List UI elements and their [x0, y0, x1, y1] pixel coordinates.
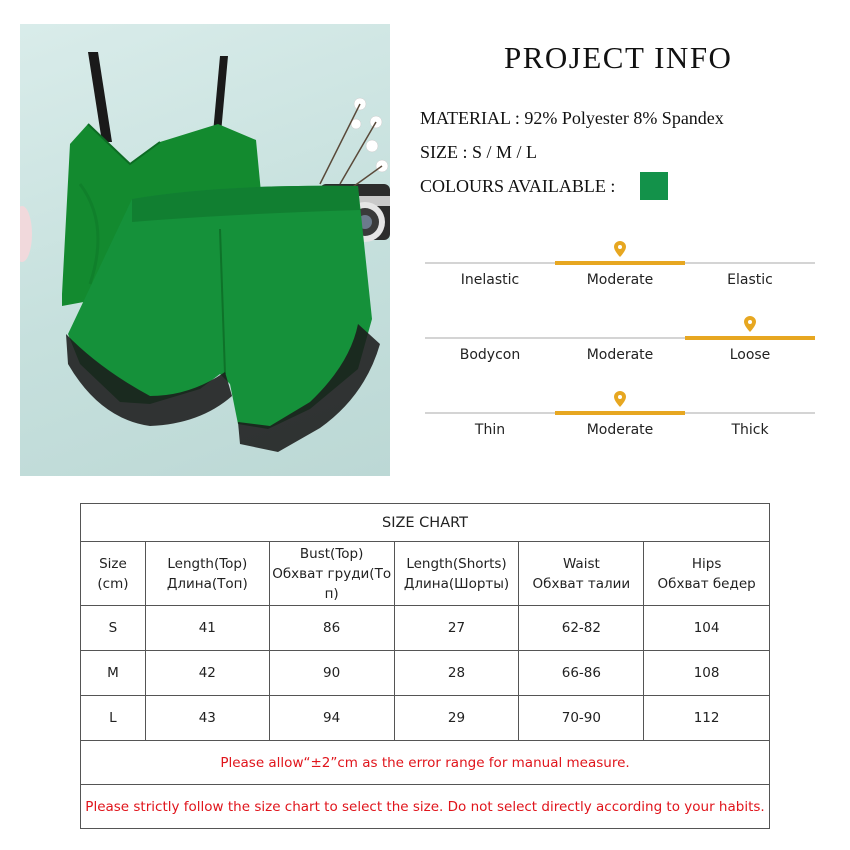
- table-row: [81, 651, 770, 696]
- material-label: MATERIAL :: [420, 108, 525, 128]
- header-hips: Hips Обхват бедер: [644, 542, 770, 606]
- elasticity-scale-label: Inelastic: [460, 272, 520, 288]
- table-row: [81, 696, 770, 741]
- fit-scale-label: Bodycon: [459, 347, 521, 363]
- elasticity-scale-label: Moderate: [586, 272, 654, 288]
- thickness-scale: [425, 395, 815, 445]
- size-chart-table: [80, 503, 770, 829]
- elasticity-scale-highlight: [555, 261, 685, 265]
- cell-hips: 108: [644, 651, 770, 696]
- cell-size: M: [81, 651, 146, 696]
- elasticity-scale-label: Elastic: [727, 272, 773, 288]
- cell-length-top: 41: [145, 606, 269, 651]
- location-pin-icon: [614, 391, 626, 407]
- fit-scale-label: Moderate: [586, 347, 654, 363]
- material-value: 92% Polyester 8% Spandex: [524, 108, 724, 128]
- colours-line: [420, 176, 615, 197]
- fit-scale-label: Loose: [729, 347, 771, 363]
- size-chart-header-row: [81, 542, 770, 606]
- note-row: [81, 785, 770, 829]
- size-value: S / M / L: [472, 142, 538, 162]
- size-advice-note: Please strictly follow the size chart to select the size. Do not select directly according to your habits.: [81, 785, 770, 829]
- cell-size: L: [81, 696, 146, 741]
- header-length-top: Length(Top) Длина(Топ): [145, 542, 269, 606]
- header-length-shorts: Length(Shorts) Длина(Шорты): [394, 542, 519, 606]
- colour-swatch-green[interactable]: [640, 172, 668, 200]
- fit-scale-highlight: [685, 336, 815, 340]
- size-line: [420, 142, 537, 163]
- thickness-scale-highlight: [555, 411, 685, 415]
- table-row: [81, 606, 770, 651]
- fit-scale: [425, 320, 815, 370]
- cell-bust-top: 90: [269, 651, 394, 696]
- cell-bust-top: 86: [269, 606, 394, 651]
- cell-length-shorts: 28: [394, 651, 519, 696]
- size-label: SIZE :: [420, 142, 472, 162]
- cell-hips: 112: [644, 696, 770, 741]
- header-bust-top: Bust(Top) Обхват груди(То п): [269, 542, 394, 606]
- project-info-title: PROJECT INFO: [504, 40, 733, 75]
- thickness-scale-label: Moderate: [586, 422, 654, 438]
- size-chart-title: SIZE CHART: [81, 504, 770, 542]
- cell-waist: 66-86: [519, 651, 644, 696]
- elasticity-scale: [425, 245, 815, 295]
- cell-length-top: 42: [145, 651, 269, 696]
- cell-waist: 70-90: [519, 696, 644, 741]
- material-line: [420, 108, 724, 129]
- colours-label: COLOURS AVAILABLE :: [420, 176, 616, 196]
- header-waist: Waist Обхват талии: [519, 542, 644, 606]
- cell-size: S: [81, 606, 146, 651]
- cell-length-shorts: 27: [394, 606, 519, 651]
- location-pin-icon: [744, 316, 756, 332]
- green-satin-pajama-set-image: [20, 24, 390, 476]
- cell-hips: 104: [644, 606, 770, 651]
- thickness-scale-label: Thin: [474, 422, 506, 438]
- header-size: Size (cm): [81, 542, 146, 606]
- product-photo: [20, 24, 390, 476]
- thickness-scale-label: Thick: [731, 422, 769, 438]
- cell-length-top: 43: [145, 696, 269, 741]
- cell-waist: 62-82: [519, 606, 644, 651]
- cell-bust-top: 94: [269, 696, 394, 741]
- location-pin-icon: [614, 241, 626, 257]
- cell-length-shorts: 29: [394, 696, 519, 741]
- note-row: [81, 741, 770, 785]
- error-range-note: Please allow“±2”cm as the error range for manual measure.: [81, 741, 770, 785]
